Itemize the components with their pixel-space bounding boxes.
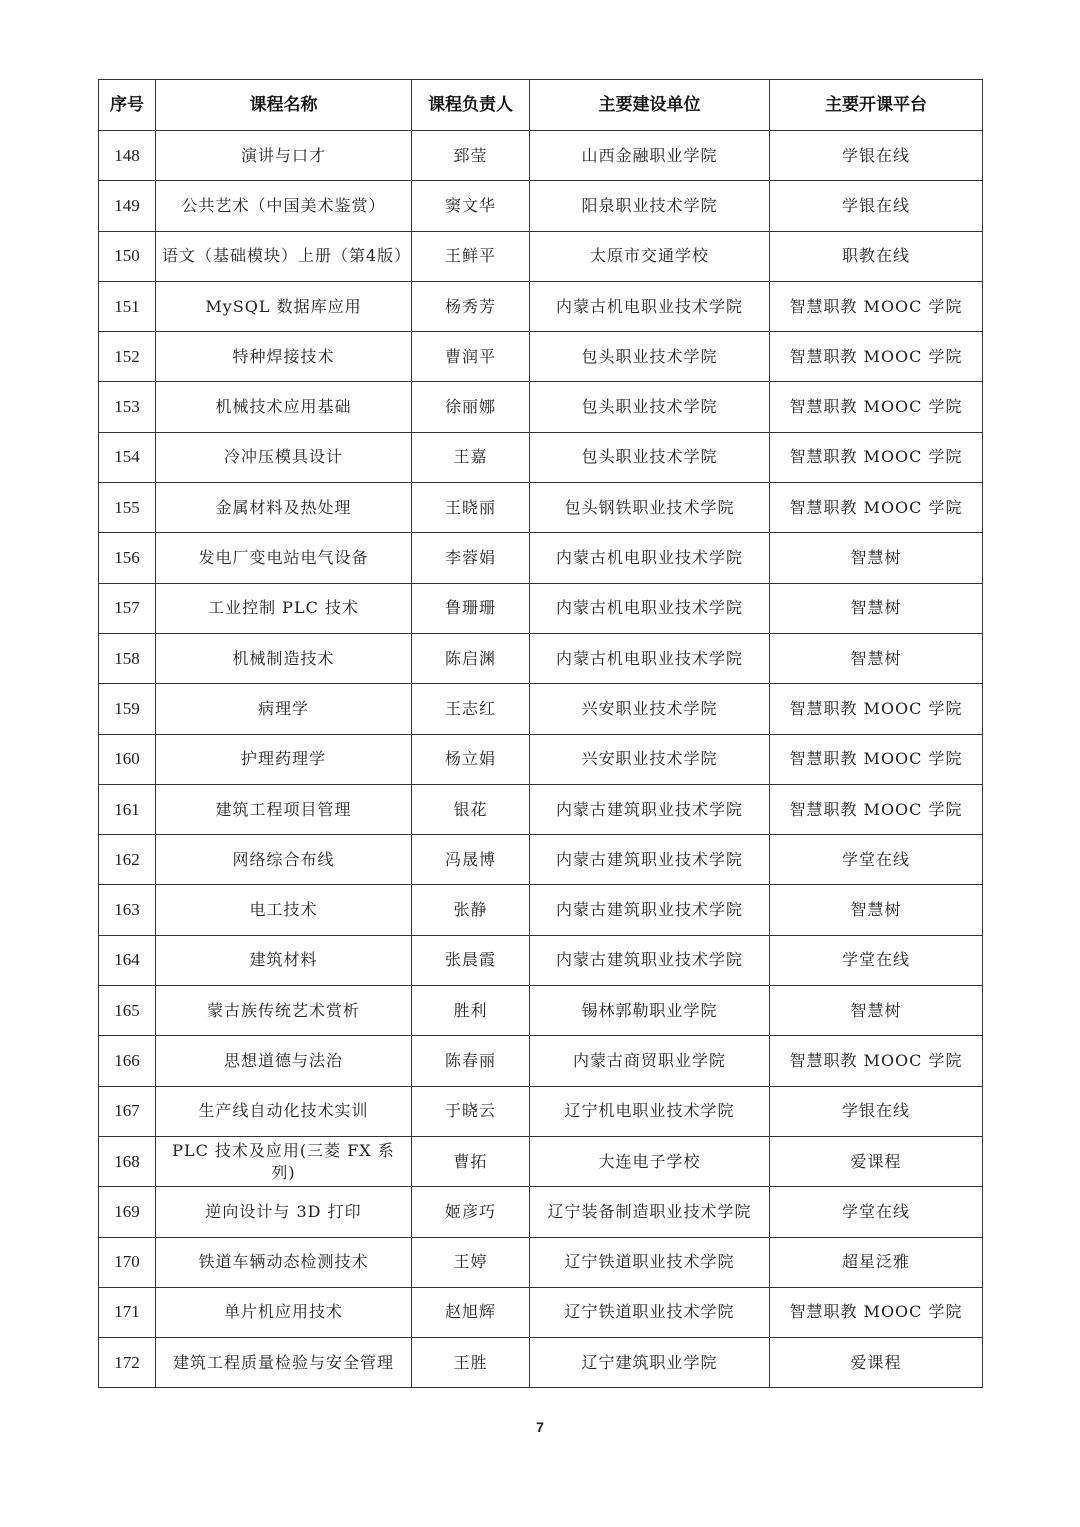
cell-institution: 锡林郭勒职业学院: [530, 986, 770, 1036]
cell-course-lead: 张晨霞: [412, 935, 530, 985]
cell-course-lead: 郅莹: [412, 131, 530, 181]
cell-course-lead: 鲁珊珊: [412, 583, 530, 633]
cell-course-name: 演讲与口才: [156, 131, 412, 181]
cell-course-lead: 赵旭辉: [412, 1287, 530, 1337]
cell-course-name: 机械技术应用基础: [156, 382, 412, 432]
cell-course-name: 思想道德与法治: [156, 1036, 412, 1086]
cell-institution: 辽宁铁道职业技术学院: [530, 1237, 770, 1287]
table-row: [99, 935, 983, 985]
cell-platform: 超星泛雅: [770, 1237, 983, 1287]
cell-index: 149: [99, 181, 156, 231]
cell-platform: 智慧职教 MOOC 学院: [770, 784, 983, 834]
cell-platform: 智慧职教 MOOC 学院: [770, 281, 983, 331]
cell-course-lead: 王胜: [412, 1338, 530, 1388]
cell-course-lead: 张静: [412, 885, 530, 935]
cell-institution: 辽宁铁道职业技术学院: [530, 1287, 770, 1337]
cell-index: 154: [99, 432, 156, 482]
cell-index: 170: [99, 1237, 156, 1287]
cell-institution: 兴安职业技术学院: [530, 684, 770, 734]
cell-course-lead: 徐丽娜: [412, 382, 530, 432]
cell-course-name: 病理学: [156, 684, 412, 734]
cell-index: 172: [99, 1338, 156, 1388]
cell-index: 160: [99, 734, 156, 784]
cell-course-name: 逆向设计与 3D 打印: [156, 1187, 412, 1237]
cell-institution: 内蒙古机电职业技术学院: [530, 633, 770, 683]
cell-index: 157: [99, 583, 156, 633]
cell-platform: 智慧职教 MOOC 学院: [770, 684, 983, 734]
cell-course-name: 金属材料及热处理: [156, 483, 412, 533]
cell-course-name: 语文（基础模块）上册（第4版）: [156, 231, 412, 281]
cell-platform: 智慧职教 MOOC 学院: [770, 382, 983, 432]
cell-index: 167: [99, 1086, 156, 1136]
cell-platform: 学银在线: [770, 131, 983, 181]
table-row: [99, 1187, 983, 1237]
cell-index: 155: [99, 483, 156, 533]
cell-course-lead: 王鲜平: [412, 231, 530, 281]
cell-course-name: PLC 技术及应用(三菱 FX 系列): [156, 1136, 412, 1186]
cell-index: 151: [99, 281, 156, 331]
table-row: [99, 885, 983, 935]
cell-course-lead: 陈启渊: [412, 633, 530, 683]
header-institution: 主要建设单位: [530, 80, 770, 131]
cell-platform: 智慧职教 MOOC 学院: [770, 1036, 983, 1086]
cell-course-lead: 窦文华: [412, 181, 530, 231]
cell-platform: 智慧职教 MOOC 学院: [770, 332, 983, 382]
cell-course-lead: 于晓云: [412, 1086, 530, 1136]
cell-institution: 包头职业技术学院: [530, 432, 770, 482]
table-row: [99, 231, 983, 281]
cell-course-name: 公共艺术（中国美术鉴赏）: [156, 181, 412, 231]
header-course-lead: 课程负责人: [412, 80, 530, 131]
cell-course-lead: 王志红: [412, 684, 530, 734]
cell-institution: 太原市交通学校: [530, 231, 770, 281]
table-body: [99, 131, 983, 1388]
cell-course-lead: 银花: [412, 784, 530, 834]
cell-platform: 智慧职教 MOOC 学院: [770, 483, 983, 533]
cell-institution: 辽宁机电职业技术学院: [530, 1086, 770, 1136]
cell-course-name: 生产线自动化技术实训: [156, 1086, 412, 1136]
cell-platform: 智慧树: [770, 583, 983, 633]
cell-institution: 内蒙古机电职业技术学院: [530, 583, 770, 633]
cell-institution: 内蒙古建筑职业技术学院: [530, 835, 770, 885]
cell-institution: 阳泉职业技术学院: [530, 181, 770, 231]
cell-course-name: 建筑工程质量检验与安全管理: [156, 1338, 412, 1388]
cell-index: 169: [99, 1187, 156, 1237]
cell-platform: 学堂在线: [770, 935, 983, 985]
table-row: [99, 633, 983, 683]
table-header-row: [99, 80, 983, 131]
cell-institution: 兴安职业技术学院: [530, 734, 770, 784]
cell-platform: 学堂在线: [770, 835, 983, 885]
course-table-container: [98, 79, 982, 1388]
header-platform: 主要开课平台: [770, 80, 983, 131]
cell-course-name: MySQL 数据库应用: [156, 281, 412, 331]
cell-institution: 内蒙古机电职业技术学院: [530, 533, 770, 583]
table-row: [99, 332, 983, 382]
table-row: [99, 684, 983, 734]
cell-course-name: 铁道车辆动态检测技术: [156, 1237, 412, 1287]
page-number: 7: [536, 1419, 544, 1435]
table-row: [99, 483, 983, 533]
table-row: [99, 734, 983, 784]
cell-index: 152: [99, 332, 156, 382]
cell-course-lead: 陈春丽: [412, 1036, 530, 1086]
cell-index: 162: [99, 835, 156, 885]
cell-index: 165: [99, 986, 156, 1036]
cell-course-lead: 王嘉: [412, 432, 530, 482]
cell-course-name: 特种焊接技术: [156, 332, 412, 382]
cell-institution: 内蒙古商贸职业学院: [530, 1036, 770, 1086]
table-row: [99, 1338, 983, 1388]
cell-course-lead: 王晓丽: [412, 483, 530, 533]
table-row: [99, 533, 983, 583]
table-row: [99, 1237, 983, 1287]
cell-platform: 职教在线: [770, 231, 983, 281]
cell-institution: 包头职业技术学院: [530, 332, 770, 382]
cell-course-lead: 冯晟博: [412, 835, 530, 885]
cell-platform: 智慧职教 MOOC 学院: [770, 1287, 983, 1337]
cell-platform: 爱课程: [770, 1136, 983, 1186]
table-row: [99, 131, 983, 181]
cell-course-name: 护理药理学: [156, 734, 412, 784]
cell-platform: 智慧职教 MOOC 学院: [770, 734, 983, 784]
cell-course-name: 单片机应用技术: [156, 1287, 412, 1337]
table-row: [99, 181, 983, 231]
cell-course-name: 冷冲压模具设计: [156, 432, 412, 482]
cell-institution: 包头职业技术学院: [530, 382, 770, 432]
cell-platform: 学堂在线: [770, 1187, 983, 1237]
cell-course-name: 电工技术: [156, 885, 412, 935]
table-row: [99, 583, 983, 633]
cell-institution: 内蒙古建筑职业技术学院: [530, 885, 770, 935]
cell-platform: 智慧树: [770, 986, 983, 1036]
cell-index: 163: [99, 885, 156, 935]
cell-institution: 辽宁装备制造职业技术学院: [530, 1187, 770, 1237]
cell-course-name: 建筑工程项目管理: [156, 784, 412, 834]
cell-institution: 山西金融职业学院: [530, 131, 770, 181]
cell-institution: 辽宁建筑职业学院: [530, 1338, 770, 1388]
cell-platform: 智慧树: [770, 885, 983, 935]
cell-course-lead: 姬彦巧: [412, 1187, 530, 1237]
cell-course-lead: 胜利: [412, 986, 530, 1036]
cell-index: 148: [99, 131, 156, 181]
table-row: [99, 1036, 983, 1086]
cell-course-lead: 杨立娟: [412, 734, 530, 784]
table-row: [99, 986, 983, 1036]
cell-platform: 智慧职教 MOOC 学院: [770, 432, 983, 482]
cell-index: 158: [99, 633, 156, 683]
header-course-name: 课程名称: [156, 80, 412, 131]
table-row: [99, 835, 983, 885]
table-row: [99, 1136, 983, 1186]
cell-course-lead: 王婷: [412, 1237, 530, 1287]
cell-index: 168: [99, 1136, 156, 1186]
cell-index: 159: [99, 684, 156, 734]
cell-course-name: 发电厂变电站电气设备: [156, 533, 412, 583]
cell-course-name: 建筑材料: [156, 935, 412, 985]
header-index: 序号: [99, 80, 156, 131]
cell-institution: 内蒙古建筑职业技术学院: [530, 935, 770, 985]
cell-course-lead: 杨秀芳: [412, 281, 530, 331]
cell-platform: 智慧树: [770, 533, 983, 583]
table-row: [99, 382, 983, 432]
table-row: [99, 1086, 983, 1136]
table-row: [99, 281, 983, 331]
cell-index: 156: [99, 533, 156, 583]
cell-course-lead: 李蓉娟: [412, 533, 530, 583]
cell-platform: 学银在线: [770, 1086, 983, 1136]
cell-institution: 包头钢铁职业技术学院: [530, 483, 770, 533]
cell-course-name: 工业控制 PLC 技术: [156, 583, 412, 633]
cell-course-lead: 曹润平: [412, 332, 530, 382]
cell-index: 161: [99, 784, 156, 834]
cell-platform: 智慧树: [770, 633, 983, 683]
cell-institution: 大连电子学校: [530, 1136, 770, 1186]
cell-index: 153: [99, 382, 156, 432]
table-row: [99, 784, 983, 834]
cell-platform: 学银在线: [770, 181, 983, 231]
table-row: [99, 1287, 983, 1337]
cell-index: 166: [99, 1036, 156, 1086]
cell-index: 171: [99, 1287, 156, 1337]
cell-institution: 内蒙古机电职业技术学院: [530, 281, 770, 331]
cell-course-name: 网络综合布线: [156, 835, 412, 885]
course-table: [98, 79, 983, 1388]
cell-course-lead: 曹拓: [412, 1136, 530, 1186]
cell-platform: 爱课程: [770, 1338, 983, 1388]
cell-institution: 内蒙古建筑职业技术学院: [530, 784, 770, 834]
cell-course-name: 机械制造技术: [156, 633, 412, 683]
cell-index: 150: [99, 231, 156, 281]
table-row: [99, 432, 983, 482]
cell-index: 164: [99, 935, 156, 985]
cell-course-name: 蒙古族传统艺术赏析: [156, 986, 412, 1036]
